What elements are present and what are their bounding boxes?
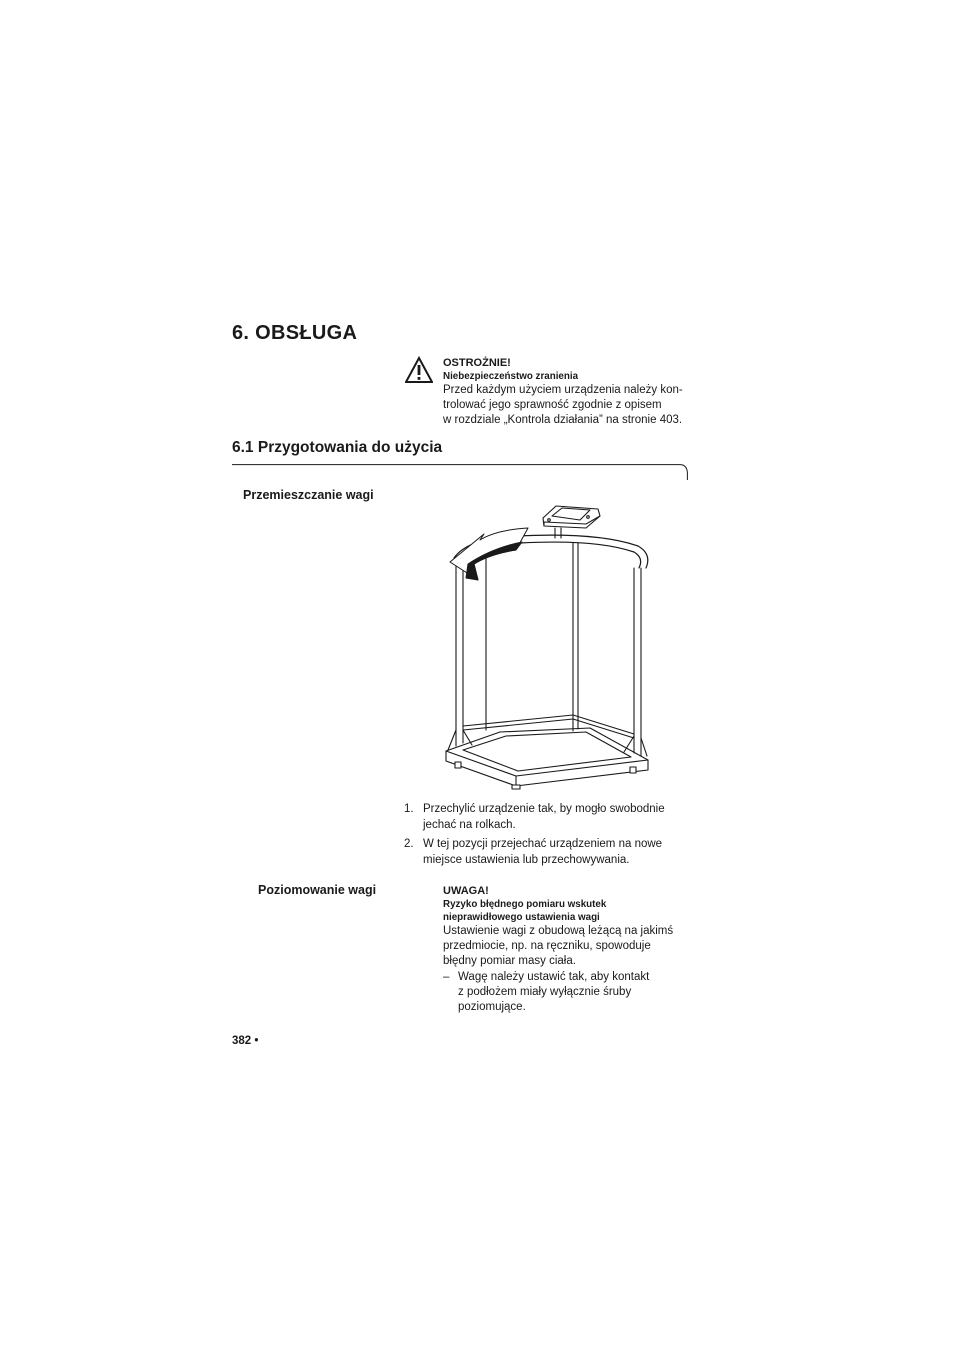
warning-heading: OSTROŻNIE! bbox=[443, 357, 511, 369]
list-item bbox=[404, 801, 694, 833]
warning-line: Przed każdym użyciem urządzenia należy kon- bbox=[443, 384, 683, 396]
tilted-scale-illustration bbox=[438, 498, 658, 790]
list-item bbox=[404, 836, 694, 868]
moving-heading: Przemieszczanie wagi bbox=[243, 488, 374, 502]
caution-line: przedmiocie, np. na ręczniku, spowoduje bbox=[443, 940, 651, 952]
caution-line: błędny pomiar masy ciała. bbox=[443, 955, 576, 967]
warning-triangle-icon bbox=[405, 356, 433, 384]
step-text: W tej pozycji przejechać urządzeniem na nowe bbox=[423, 838, 663, 850]
warning-block bbox=[443, 356, 703, 428]
caution-line: Ustawienie wagi z obudową leżącą na jakimś bbox=[443, 925, 674, 937]
step-text: miejsce ustawienia lub przechowywania. bbox=[423, 854, 630, 866]
warning-subheading: Niebezpieczeństwo zranienia bbox=[443, 371, 579, 382]
list-item bbox=[443, 970, 698, 1015]
bullet-text: Wagę należy ustawić tak, aby kontakt bbox=[458, 971, 650, 983]
section-divider bbox=[232, 464, 688, 484]
step-text: Przechylić urządzenie tak, by mogło swobodnie bbox=[423, 803, 665, 815]
caution-subheading: nieprawidłowego ustawienia wagi bbox=[443, 912, 600, 923]
page-number: 382 • bbox=[232, 1035, 259, 1047]
caution-subheading: Ryzyko błędnego pomiaru wskutek bbox=[443, 899, 607, 910]
step-text: jechać na rolkach. bbox=[423, 819, 516, 831]
caution-heading: UWAGA! bbox=[443, 885, 489, 897]
caution-block bbox=[443, 884, 698, 1015]
dash-bullet: – bbox=[443, 971, 450, 983]
bullet-text: poziomujące. bbox=[458, 1001, 526, 1013]
step-number: 2. bbox=[404, 838, 414, 850]
leveling-heading: Poziomowanie wagi bbox=[258, 883, 377, 897]
step-number: 1. bbox=[404, 803, 414, 815]
bullet-text: z podłożem miały wyłącznie śruby bbox=[458, 986, 632, 998]
chapter-title: 6. OBSŁUGA bbox=[232, 322, 358, 344]
moving-steps bbox=[404, 801, 694, 871]
warning-line: w rozdziale „Kontrola działania” na stronie 403. bbox=[443, 414, 683, 426]
section-title: 6.1 Przygotowania do użycia bbox=[232, 439, 443, 456]
warning-line: trolować jego sprawność zgodnie z opisem bbox=[443, 399, 662, 411]
